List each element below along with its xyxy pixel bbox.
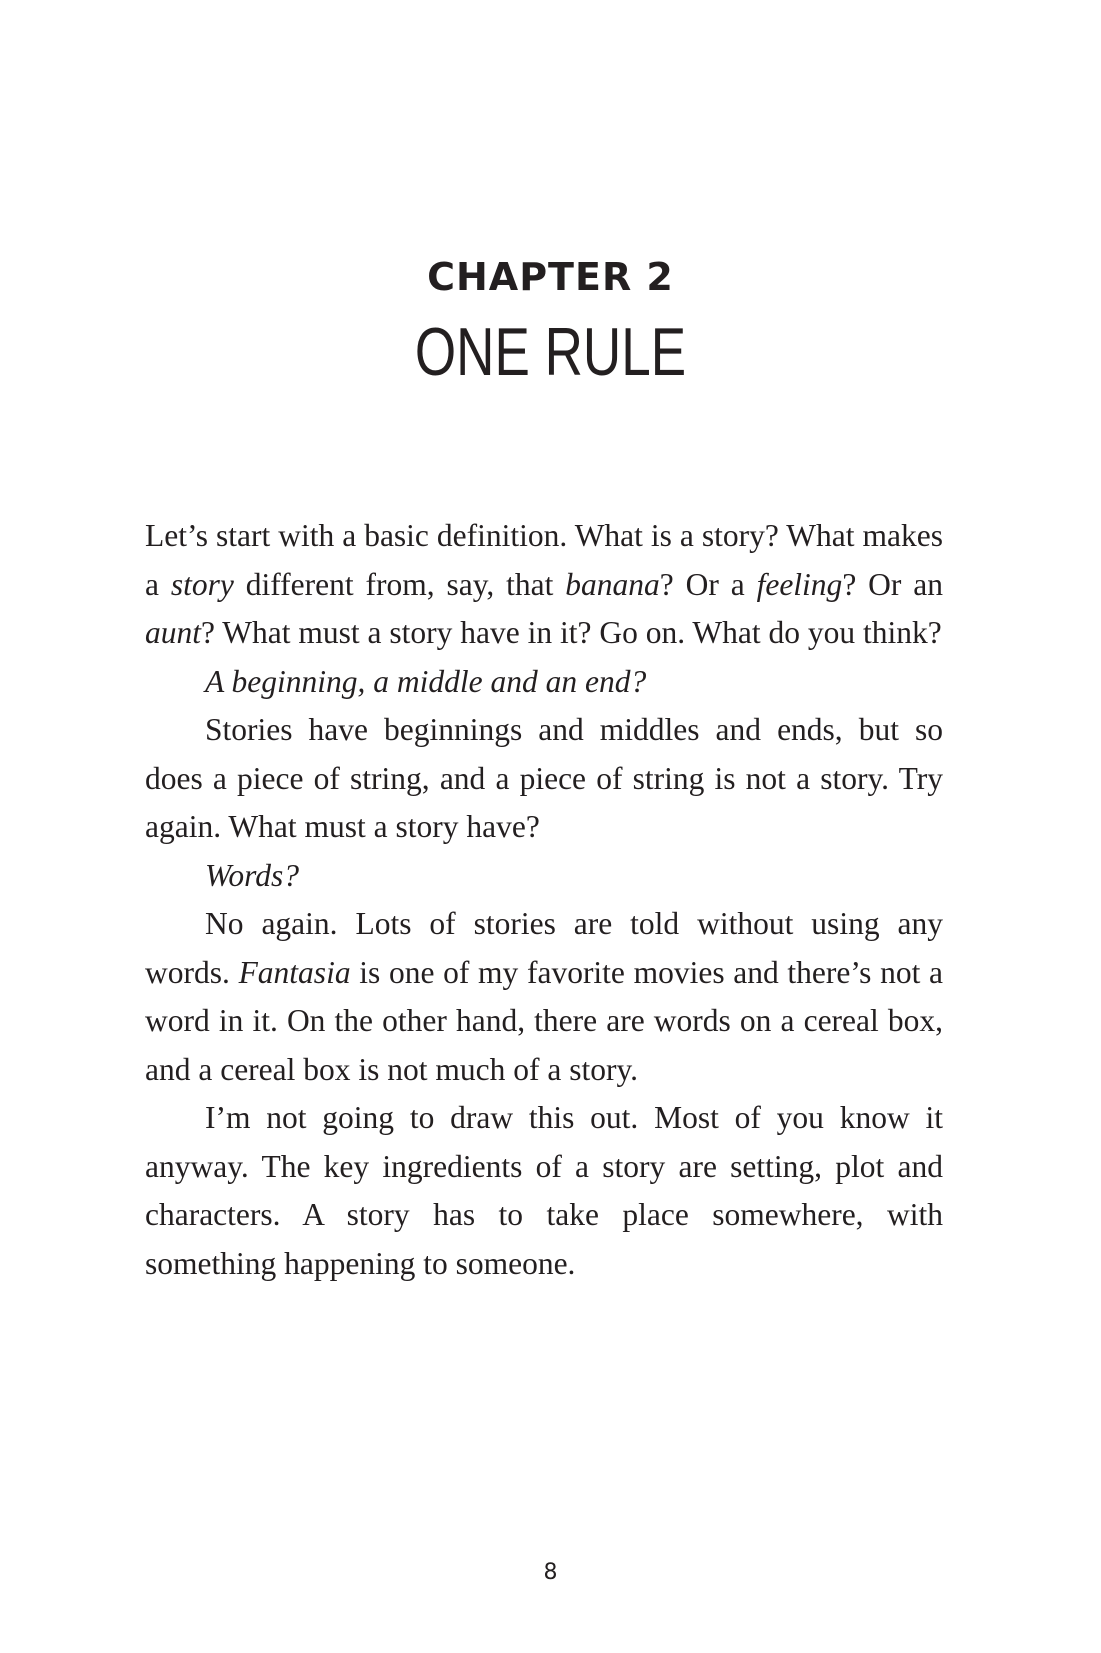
- italic-text: Fantasia: [238, 954, 351, 990]
- paragraph: [145, 1094, 943, 1288]
- text-run: ? What must a story have in it? Go on. What do you think?: [201, 615, 942, 650]
- text-run: Stories have beginnings and middles and ends, but so does a piece of string, and a piece of string is not a story. Try again. What must a story have?: [145, 712, 943, 844]
- chapter-title: ONE RULE: [414, 314, 687, 390]
- text-run: Let’s start with a basic definition. What is a story? What makes a: [145, 518, 943, 602]
- text-run: No again. Lots of stories are told without using any words.: [145, 906, 943, 990]
- paragraph: [145, 852, 943, 901]
- italic-text: Words?: [205, 857, 299, 893]
- paragraph: [145, 512, 943, 658]
- italic-text: story: [170, 566, 234, 602]
- text-run: I’m not going to draw this out. Most of you know it anyway. The key ingredients of a story are setting, plot and characters. A story has to take place somewhere, with something happening to someone.: [145, 1100, 943, 1281]
- text-run: ? Or an: [842, 566, 944, 602]
- text-run: ? Or a: [659, 566, 757, 602]
- text-run: is one of my favorite movies and there’s not a word in it. On the other hand, there are words on a cereal box, and a cereal box is not much of a story.: [145, 954, 943, 1087]
- paragraph: [145, 900, 943, 1094]
- italic-text: A beginning, a middle and an end?: [205, 663, 647, 699]
- chapter-label: CHAPTER 2: [427, 255, 674, 299]
- page-number: 8: [543, 1560, 558, 1585]
- body-text: [145, 512, 943, 1288]
- italic-text: aunt: [145, 615, 202, 650]
- text-run: different from, say, that: [233, 566, 566, 602]
- paragraph: [145, 658, 943, 707]
- italic-text: banana: [565, 566, 660, 602]
- italic-text: feeling: [756, 566, 843, 602]
- paragraph: [145, 706, 943, 852]
